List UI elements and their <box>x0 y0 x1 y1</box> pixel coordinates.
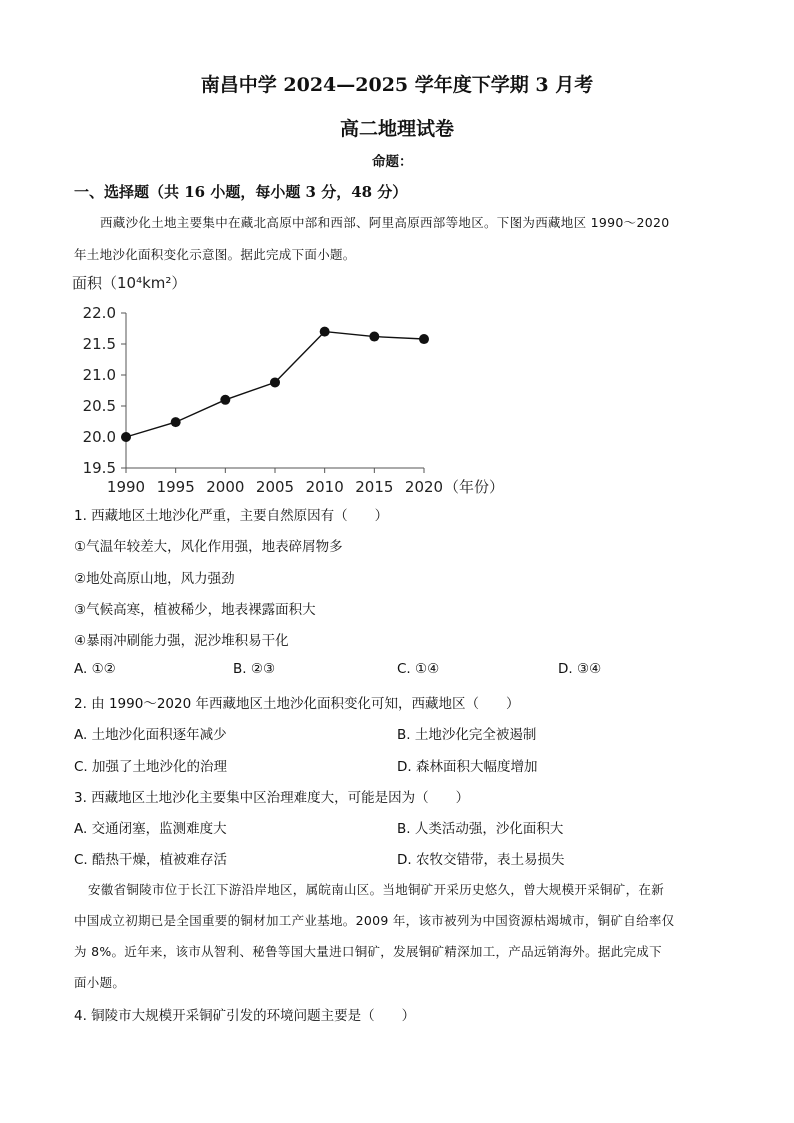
x-tick-label: 2000 <box>206 478 245 496</box>
data-point <box>220 395 230 405</box>
x-tick-label: 2005 <box>255 478 295 496</box>
q2-option-a[interactable]: A. 土地沙化面积逐年减少 <box>74 727 227 743</box>
y-tick-label: 21.0 <box>82 366 116 384</box>
q1-option-a[interactable]: A. ①② <box>74 661 116 677</box>
q1-item: ①气温年较差大，风化作用强，地表碎屑物多 <box>74 539 343 555</box>
q2-option-d[interactable]: D. 森林面积大幅度增加 <box>397 759 538 775</box>
passage2-line2: 中国成立初期已是全国重要的铜材加工产业基地。2009 年，该市被列为中国资源枯竭城市，铜矿自给率仅 <box>74 913 675 928</box>
x-tick-label: 2020 <box>404 478 444 496</box>
x-tick-label: 2015 <box>355 478 394 496</box>
q3-option-b[interactable]: B. 人类活动强，沙化面积大 <box>397 821 564 837</box>
x-axis <box>107 468 443 496</box>
desertification-area-chart <box>66 268 506 500</box>
page-subtitle: 高二地理试卷 <box>339 118 454 140</box>
passage1-line1: 西藏沙化土地主要集中在藏北高原中部和西部、阿里高原西部等地区。下图为西藏地区 1990～2020 <box>100 215 670 230</box>
y-tick-label: 21.5 <box>82 335 116 353</box>
x-tick-label: 1995 <box>156 478 195 496</box>
y-tick-label: 20.5 <box>82 397 116 415</box>
q4-stem: 4. 铜陵市大规模开采铜矿引发的环境问题主要是（ ） <box>74 1008 416 1024</box>
chart-xunit: （年份） <box>444 478 505 496</box>
passage1-line2: 年土地沙化面积变化示意图。据此完成下面小题。 <box>74 247 356 262</box>
y-tick-label: 19.5 <box>82 459 116 477</box>
data-point <box>270 377 280 387</box>
x-tick-label: 1990 <box>106 478 146 496</box>
data-point <box>419 334 429 344</box>
y-tick-label: 20.0 <box>82 428 116 446</box>
chart-ylabel: 面积（10⁴km²） <box>72 274 187 292</box>
passage2-line4: 面小题。 <box>74 975 126 990</box>
data-point <box>320 327 330 337</box>
section-heading: 一、选择题（共 16 小题，每小题 3 分，48 分） <box>74 183 408 201</box>
q3-stem: 3. 西藏地区土地沙化主要集中区治理难度大，可能是因为（ ） <box>74 790 470 806</box>
page-title: 南昌中学 2024—2025 学年度下学期 3 月考 <box>200 74 594 96</box>
author-label: 命题： <box>372 154 413 170</box>
data-point <box>121 432 131 442</box>
q3-option-d[interactable]: D. 农牧交错带，表土易损失 <box>397 852 565 868</box>
passage2-line3: 为 8%。近年来，该市从智利、秘鲁等国大量进口铜矿，发展铜矿精深加工，产品远销海外。据此完成下 <box>74 944 662 959</box>
passage2-line1: 安徽省铜陵市位于长江下游沿岸地区，属皖南山区。当地铜矿开采历史悠久，曾大规模开采铜矿，在新 <box>88 882 665 897</box>
q3-option-a[interactable]: A. 交通闭塞，监测难度大 <box>74 821 227 837</box>
q1-item: ③气候高寒，植被稀少，地表裸露面积大 <box>74 602 316 618</box>
y-tick-label: 22.0 <box>82 304 116 322</box>
x-tick-label: 2010 <box>305 478 344 496</box>
data-point <box>369 332 379 342</box>
q2-stem: 2. 由 1990～2020 年西藏地区土地沙化面积变化可知，西藏地区（ ） <box>74 696 520 712</box>
q2-option-b[interactable]: B. 土地沙化完全被遏制 <box>397 727 537 743</box>
q1-stem: 1. 西藏地区土地沙化严重，主要自然原因有（ ） <box>74 508 389 524</box>
y-axis <box>83 304 126 477</box>
q2-option-c[interactable]: C. 加强了土地沙化的治理 <box>74 759 228 775</box>
q1-item: ②地处高原山地，风力强劲 <box>74 571 235 587</box>
q1-option-b[interactable]: B. ②③ <box>233 661 276 677</box>
q3-option-c[interactable]: C. 酷热干燥，植被难存活 <box>74 852 228 868</box>
q1-option-d[interactable]: D. ③④ <box>558 661 602 677</box>
q1-item: ④暴雨冲刷能力强，泥沙堆积易干化 <box>74 633 289 649</box>
q1-option-c[interactable]: C. ①④ <box>397 661 440 677</box>
data-point <box>171 417 181 427</box>
